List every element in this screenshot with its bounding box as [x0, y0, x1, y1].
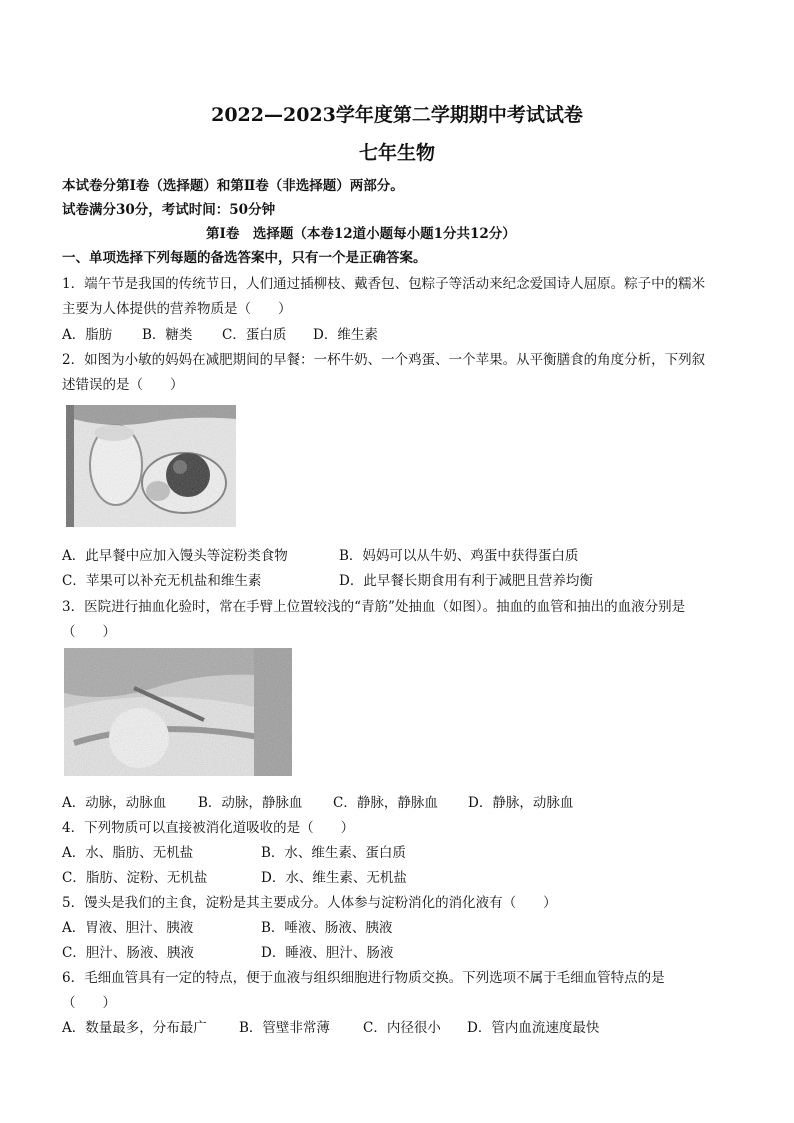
- q6-stem-line-1: 6．毛细血管具有一定的特点，便于血液与组织细胞进行物质交换。下列选项不属于毛细血管特点的是: [62, 970, 665, 986]
- q4-option-c: C．脂肪、淀粉、无机盐: [62, 870, 208, 886]
- section-heading: 第Ⅰ卷 选择题（本卷12道小题每小题1分共12分）: [206, 226, 516, 242]
- q3-option-c: C．静脉，静脉血: [333, 795, 438, 811]
- q2-option-b: B．妈妈可以从牛奶、鸡蛋中获得蛋白质: [339, 548, 579, 564]
- q6-option-a: A．数量最多，分布最广: [62, 1020, 207, 1036]
- q3-stem-line-2: （ ）: [62, 624, 116, 640]
- q3-option-b: B．动脉，静脉血: [198, 795, 303, 811]
- q5-option-a: A．胃液、胆汁、胰液: [62, 920, 194, 936]
- q2-option-d: D．此早餐长期食用有利于减肥且营养均衡: [339, 573, 593, 589]
- q5-option-c: C．胆汁、肠液、胰液: [62, 945, 194, 961]
- q4-option-b: B．水、维生素、蛋白质: [261, 845, 406, 861]
- q5-stem-line-1: 5．馒头是我们的主食，淀粉是其主要成分。人体参与淀粉消化的消化液有（ ）: [62, 895, 557, 911]
- q1-stem-line-1: 1．端午节是我国的传统节日，人们通过插柳枝、戴香包、包粽子等活动来纪念爱国诗人屈原。粽子中的糯米: [62, 276, 706, 292]
- q2-stem-line-1: 2．如图为小敏的妈妈在减肥期间的早餐：一杯牛奶、一个鸡蛋、一个苹果。从平衡膳食的角度分析，下列叙: [62, 352, 706, 368]
- q1-option-c: C．蛋白质: [222, 327, 287, 343]
- intro-line-2: 试卷满分30分，考试时间：50分钟: [62, 202, 276, 218]
- exam-title: 2022—2023学年度第二学期期中考试试卷: [211, 104, 583, 126]
- q5-option-d: D．睡液、胆汁、肠液: [261, 945, 394, 961]
- q2-stem-line-2: 述错误的是（ ）: [62, 377, 184, 393]
- q3-option-d: D．静脉，动脉血: [468, 795, 574, 811]
- q4-option-d: D．水、维生素、无机盐: [261, 870, 407, 886]
- q4-option-a: A．水、脂肪、无机盐: [62, 845, 194, 861]
- q3-option-a: A．动脉，动脉血: [62, 795, 167, 811]
- q3-stem-line-1: 3．医院进行抽血化验时，常在手臂上位置较浅的“青筋”处抽血（如图）。抽血的血管和抽出的血液分别是: [62, 599, 686, 615]
- q1-option-b: B．糖类: [142, 327, 193, 343]
- q5-option-b: B．唾液、肠液、胰液: [261, 920, 393, 936]
- q6-stem-line-2: （ ）: [62, 995, 116, 1011]
- breakfast-photo: [66, 405, 236, 527]
- q4-stem-line-1: 4．下列物质可以直接被消化道吸收的是（ ）: [62, 820, 355, 836]
- q1-option-a: A．脂肪: [62, 327, 113, 343]
- q6-option-d: D．管内血流速度最快: [467, 1020, 600, 1036]
- section-instruction: 一、单项选择下列每题的备选答案中，只有一个是正确答案。: [62, 250, 427, 266]
- intro-line-1: 本试卷分第Ⅰ卷（选择题）和第Ⅱ卷（非选择题）两部分。: [62, 178, 404, 194]
- blood-draw-photo: [64, 648, 292, 776]
- q2-option-c: C．苹果可以补充无机盐和维生素: [62, 573, 262, 589]
- q1-stem-line-2: 主要为人体提供的营养物质是（ ）: [62, 301, 292, 317]
- q6-option-c: C．内径很小: [363, 1020, 441, 1036]
- q2-option-a: A．此早餐中应加入馒头等淀粉类食物: [62, 548, 288, 564]
- q6-option-b: B．管壁非常薄: [239, 1020, 330, 1036]
- exam-subtitle: 七年生物: [358, 142, 435, 164]
- q1-option-d: D．维生素: [313, 327, 378, 343]
